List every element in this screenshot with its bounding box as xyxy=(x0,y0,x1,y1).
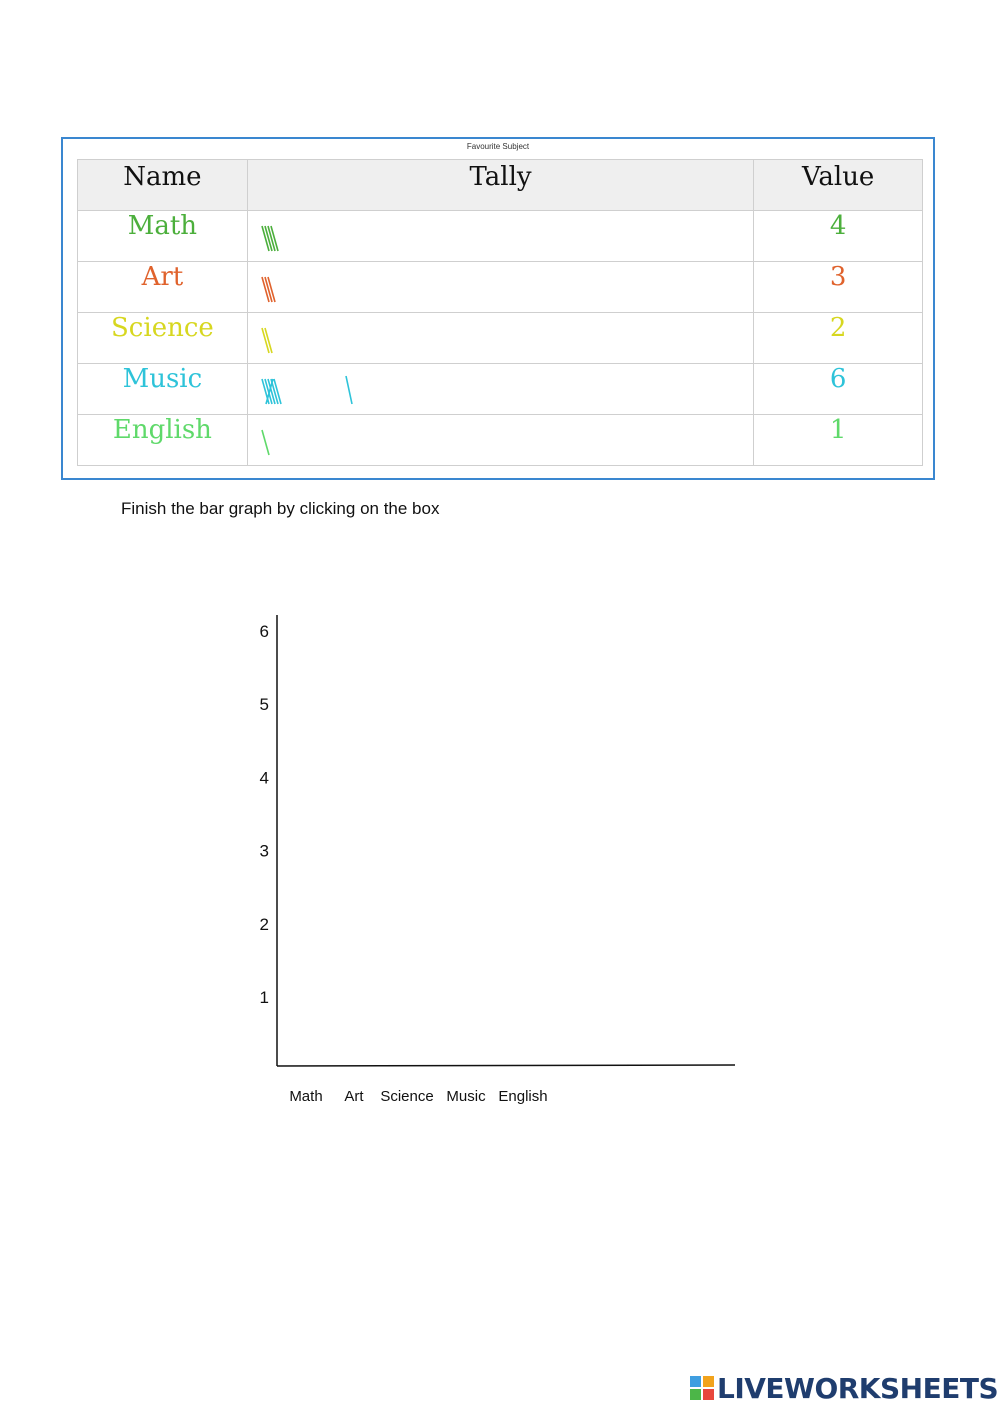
subject-value: 2 xyxy=(754,313,923,364)
table-row xyxy=(78,364,923,415)
y-tick-label: 1 xyxy=(259,988,269,1007)
y-tick-label: 6 xyxy=(259,622,269,641)
subject-name: Art xyxy=(78,262,248,313)
tally-marks xyxy=(247,364,754,415)
subject-value: 4 xyxy=(754,211,923,262)
y-tick-label: 2 xyxy=(259,914,269,934)
tally-table xyxy=(77,159,923,466)
tally-strokes xyxy=(248,364,408,412)
y-tick-label: 3 xyxy=(259,841,269,861)
header-value: Value xyxy=(754,160,923,211)
table-header-row xyxy=(78,160,923,211)
x-axis xyxy=(277,1065,735,1066)
table-caption: Favourite Subject xyxy=(466,142,530,151)
liveworksheets-logo-icon xyxy=(690,1376,714,1400)
tally-strokes xyxy=(248,313,408,361)
header-name: Name xyxy=(78,160,248,211)
table-row xyxy=(78,415,923,466)
tally-table-frame xyxy=(61,137,935,480)
subject-name: Math xyxy=(78,211,248,262)
y-tick-label: 4 xyxy=(259,768,269,788)
subject-value: 3 xyxy=(754,262,923,313)
tally-marks xyxy=(247,211,754,262)
table-row xyxy=(78,262,923,313)
x-tick-label: Art xyxy=(344,1088,364,1105)
tally-strokes xyxy=(248,262,408,310)
x-tick-label: Science xyxy=(380,1088,434,1105)
tally-strokes xyxy=(248,211,408,259)
tally-marks xyxy=(247,313,754,364)
y-tick-label: 5 xyxy=(259,695,269,715)
subject-name: Science xyxy=(78,313,248,364)
tally-strokes xyxy=(248,415,408,463)
logo-text: LIVEWORKSHEETS xyxy=(717,1371,999,1405)
header-tally: Tally xyxy=(247,160,754,211)
tally-marks xyxy=(247,415,754,466)
subject-name: Music xyxy=(78,364,248,415)
subject-value: 6 xyxy=(754,364,923,415)
liveworksheets-logo xyxy=(690,1372,998,1404)
x-tick-label: English xyxy=(498,1088,548,1105)
tally-stroke xyxy=(262,430,269,455)
tally-marks xyxy=(247,262,754,313)
bar-graph[interactable] xyxy=(240,605,760,1115)
table-row xyxy=(78,313,923,364)
tally-stroke xyxy=(346,376,352,404)
subject-name: English xyxy=(78,415,248,466)
table-row xyxy=(78,211,923,262)
x-tick-label: Math xyxy=(289,1088,323,1105)
instruction-text: Finish the bar graph by clicking on the box xyxy=(121,499,440,518)
x-tick-label: Music xyxy=(446,1088,486,1105)
subject-value: 1 xyxy=(754,415,923,466)
